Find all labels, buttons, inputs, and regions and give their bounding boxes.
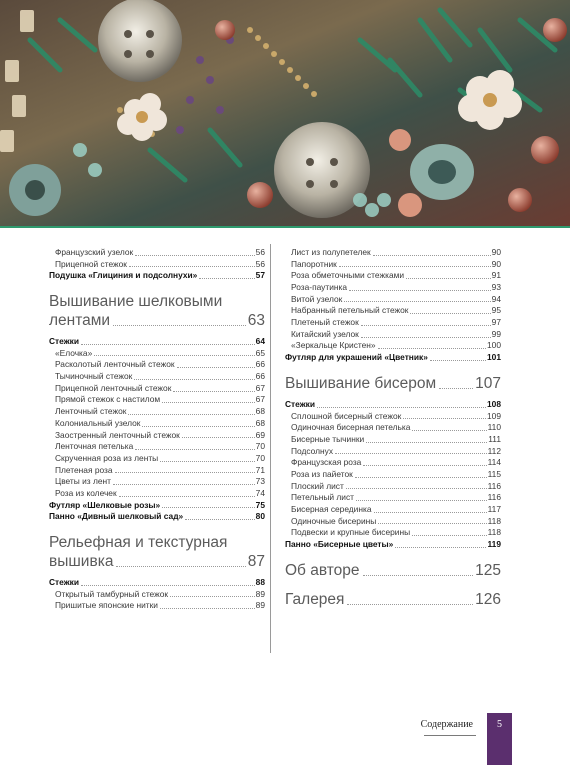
section-entry-author[interactable]: Об авторе 125	[285, 561, 501, 579]
toc-right-column	[285, 247, 501, 609]
toc-project-entry[interactable]: Подушка «Глициния и подсолнухи» 57	[49, 270, 265, 281]
toc-project-entry[interactable]: Панно «Бисерные цветы» 119	[285, 539, 501, 550]
toc-entry[interactable]: Роза из колечек 74	[55, 487, 265, 498]
toc-entry[interactable]: Лист из полупетелек 90	[291, 246, 501, 257]
green-divider-rule	[0, 226, 570, 228]
toc-entry[interactable]: Скрученная роза из ленты 70	[55, 452, 265, 463]
page-number-tab	[487, 713, 512, 765]
toc-project-entry[interactable]: Панно «Дивный шелковый сад» 80	[49, 511, 265, 522]
toc-entry[interactable]: Роза обметочными стежками 91	[291, 270, 501, 281]
toc-entry[interactable]: Прицепной стежок 56	[55, 258, 265, 269]
page-number: 5	[497, 719, 502, 730]
section-entry-ribbon[interactable]: лентами 63	[49, 312, 265, 330]
footer-section-label: Содержание	[420, 719, 473, 730]
bead-embroidery-photo	[0, 0, 570, 226]
toc-entry[interactable]: Подвески и крупные бисерины 118	[291, 527, 501, 538]
toc-entry[interactable]: Тычиночный стежок 66	[55, 371, 265, 382]
toc-entry[interactable]: Французский узелок 56	[55, 246, 265, 257]
toc-entry[interactable]: Бисерная серединка 117	[291, 504, 501, 515]
toc-entry[interactable]: Плоский лист 116	[291, 480, 501, 491]
column-divider	[270, 244, 271, 653]
toc-entry[interactable]: Прямой стежок с настилом 67	[55, 394, 265, 405]
toc-entry[interactable]: Роза из пайеток 115	[291, 468, 501, 479]
toc-entry[interactable]: Сплошной бисерный стежок 109	[291, 410, 501, 421]
section-title-relief: Рельефная и текстурная	[49, 534, 228, 552]
section-entry-relief[interactable]: вышивка 87	[49, 553, 265, 571]
toc-project-entry[interactable]: Футляр для украшений «Цветник» 101	[285, 352, 501, 363]
toc-entry[interactable]: Витой узелок 94	[291, 293, 501, 304]
toc-entry[interactable]: Одиночная бисерная петелька 110	[291, 422, 501, 433]
footer-rule	[424, 735, 476, 736]
section-title-ribbon: Вышивание шелковыми	[49, 293, 223, 311]
toc-entry[interactable]: Плетеный стежок 97	[291, 317, 501, 328]
toc-entry[interactable]: Папоротник 90	[291, 258, 501, 269]
toc-entry[interactable]: Колониальный узелок 68	[55, 417, 265, 428]
toc-entry[interactable]: Подсолнух 112	[291, 445, 501, 456]
toc-entry[interactable]: Плетеная роза 71	[55, 464, 265, 475]
toc-entry[interactable]: «Елочка» 65	[55, 347, 265, 358]
toc-entry[interactable]: «Зеркальце Кристен» 100	[291, 340, 501, 351]
toc-entry[interactable]: Роза-паутинка 93	[291, 282, 501, 293]
toc-entry[interactable]: Петельный лист 116	[291, 492, 501, 503]
toc-stitches-entry[interactable]: Стежки 108	[285, 398, 501, 409]
toc-entry[interactable]: Прицепной ленточный стежок 67	[55, 382, 265, 393]
section-entry-beads[interactable]: Вышивание бисером 107	[285, 374, 501, 392]
toc-entry[interactable]: Французская роза 114	[291, 457, 501, 468]
toc-entry[interactable]: Набранный петельный стежок 95	[291, 305, 501, 316]
toc-entry[interactable]: Пришитые японские нитки 89	[55, 600, 265, 611]
toc-entry[interactable]: Одиночные бисерины 118	[291, 515, 501, 526]
toc-project-entry[interactable]: Футляр «Шелковые розы» 75	[49, 499, 265, 510]
toc-entry[interactable]: Расколотый ленточный стежок 66	[55, 359, 265, 370]
toc-stitches-entry[interactable]: Стежки 64	[49, 336, 265, 347]
toc-stitches-entry[interactable]: Стежки 88	[49, 577, 265, 588]
toc-entry[interactable]: Бисерные тычинки 111	[291, 433, 501, 444]
toc-entry[interactable]: Цветы из лент 73	[55, 476, 265, 487]
section-entry-gallery[interactable]: Галерея 126	[285, 590, 501, 608]
toc-left-column	[49, 247, 265, 612]
toc-entry[interactable]: Ленточный стежок 68	[55, 406, 265, 417]
toc-entry[interactable]: Китайский узелок 99	[291, 328, 501, 339]
toc-entry[interactable]: Открытый тамбурный стежок 89	[55, 588, 265, 599]
toc-entry[interactable]: Заостренный ленточный стежок 69	[55, 429, 265, 440]
toc-entry[interactable]: Ленточная петелька 70	[55, 441, 265, 452]
